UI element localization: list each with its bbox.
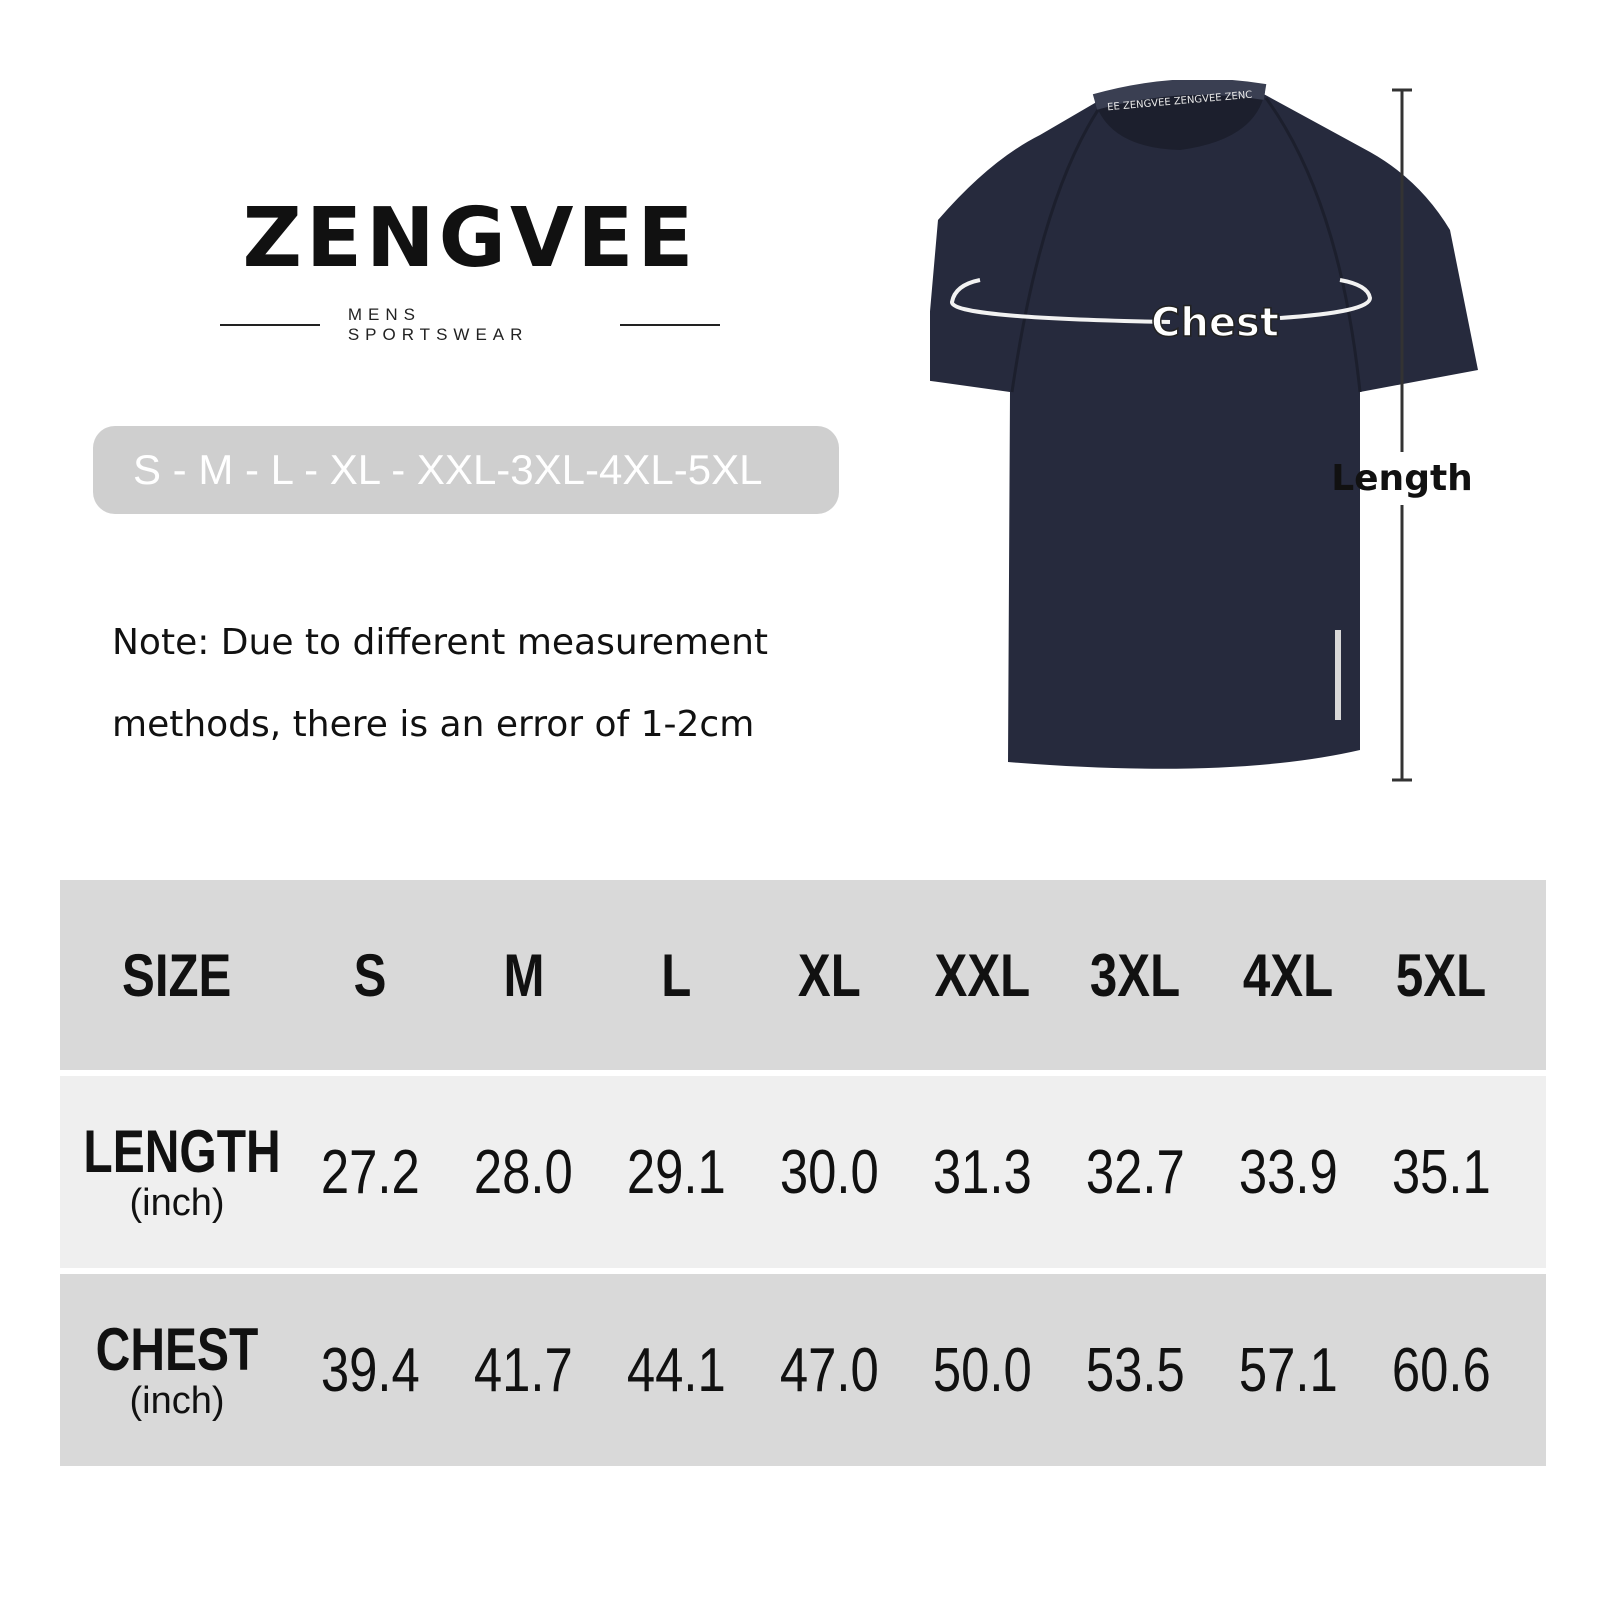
table-cell: 29.1 <box>627 1137 726 1207</box>
size-col-3xl: 3XL <box>1090 941 1181 1009</box>
table-cell: 53.5 <box>1086 1335 1185 1405</box>
table-cell: 32.7 <box>1086 1137 1185 1207</box>
divider-left <box>220 324 320 326</box>
size-chart-table <box>60 880 1546 1466</box>
table-cell: 33.9 <box>1239 1137 1338 1207</box>
measurement-note <box>112 602 872 766</box>
table-cell: 50.0 <box>933 1335 1032 1405</box>
reflective-stripe <box>1335 630 1341 720</box>
table-cell: 60.6 <box>1392 1335 1491 1405</box>
length-label: Length <box>1331 458 1473 499</box>
table-cell: 27.2 <box>321 1137 420 1207</box>
chest-label-cell: CHEST (inch) <box>95 1316 259 1422</box>
table-cell: 57.1 <box>1239 1335 1338 1405</box>
brand-tagline-row <box>220 305 720 344</box>
table-cell: 39.4 <box>321 1335 420 1405</box>
tshirt-diagram <box>930 80 1550 820</box>
brand-tagline: MENS SPORTSWEAR <box>347 305 529 344</box>
size-col-m: M <box>502 941 544 1009</box>
size-col-5xl: 5XL <box>1396 941 1487 1009</box>
collar-print: EE ZENGVEE ZENGVEE ZENC <box>1106 89 1253 114</box>
table-header-row <box>60 880 1546 1070</box>
length-row <box>60 1076 1546 1268</box>
size-col-4xl: 4XL <box>1243 941 1334 1009</box>
note-line-1: Note: Due to different measurement <box>112 622 768 663</box>
size-col-xxl: XXL <box>934 941 1031 1009</box>
brand-logo: ZENGVEE <box>242 191 698 286</box>
table-cell: 47.0 <box>780 1335 879 1405</box>
chest-label: Chest <box>1151 300 1279 346</box>
size-col-s: S <box>354 941 387 1009</box>
size-col-xl: XL <box>798 941 861 1009</box>
table-cell: 31.3 <box>933 1137 1032 1207</box>
tshirt-body <box>930 85 1478 769</box>
table-cell: 41.7 <box>474 1335 573 1405</box>
table-cell: 30.0 <box>780 1137 879 1207</box>
chest-row <box>60 1274 1546 1466</box>
note-line-2: methods, there is an error of 1-2cm <box>112 704 755 745</box>
table-cell: 44.1 <box>627 1335 726 1405</box>
size-header-cell: SIZE <box>122 941 232 1009</box>
size-col-l: L <box>661 941 692 1009</box>
divider-right <box>620 324 720 326</box>
size-range-badge: S - M - L - XL - XXL-3XL-4XL-5XL <box>93 426 839 514</box>
table-cell: 35.1 <box>1392 1137 1491 1207</box>
table-cell: 28.0 <box>474 1137 573 1207</box>
length-label-cell: LENGTH (inch) <box>83 1118 281 1224</box>
